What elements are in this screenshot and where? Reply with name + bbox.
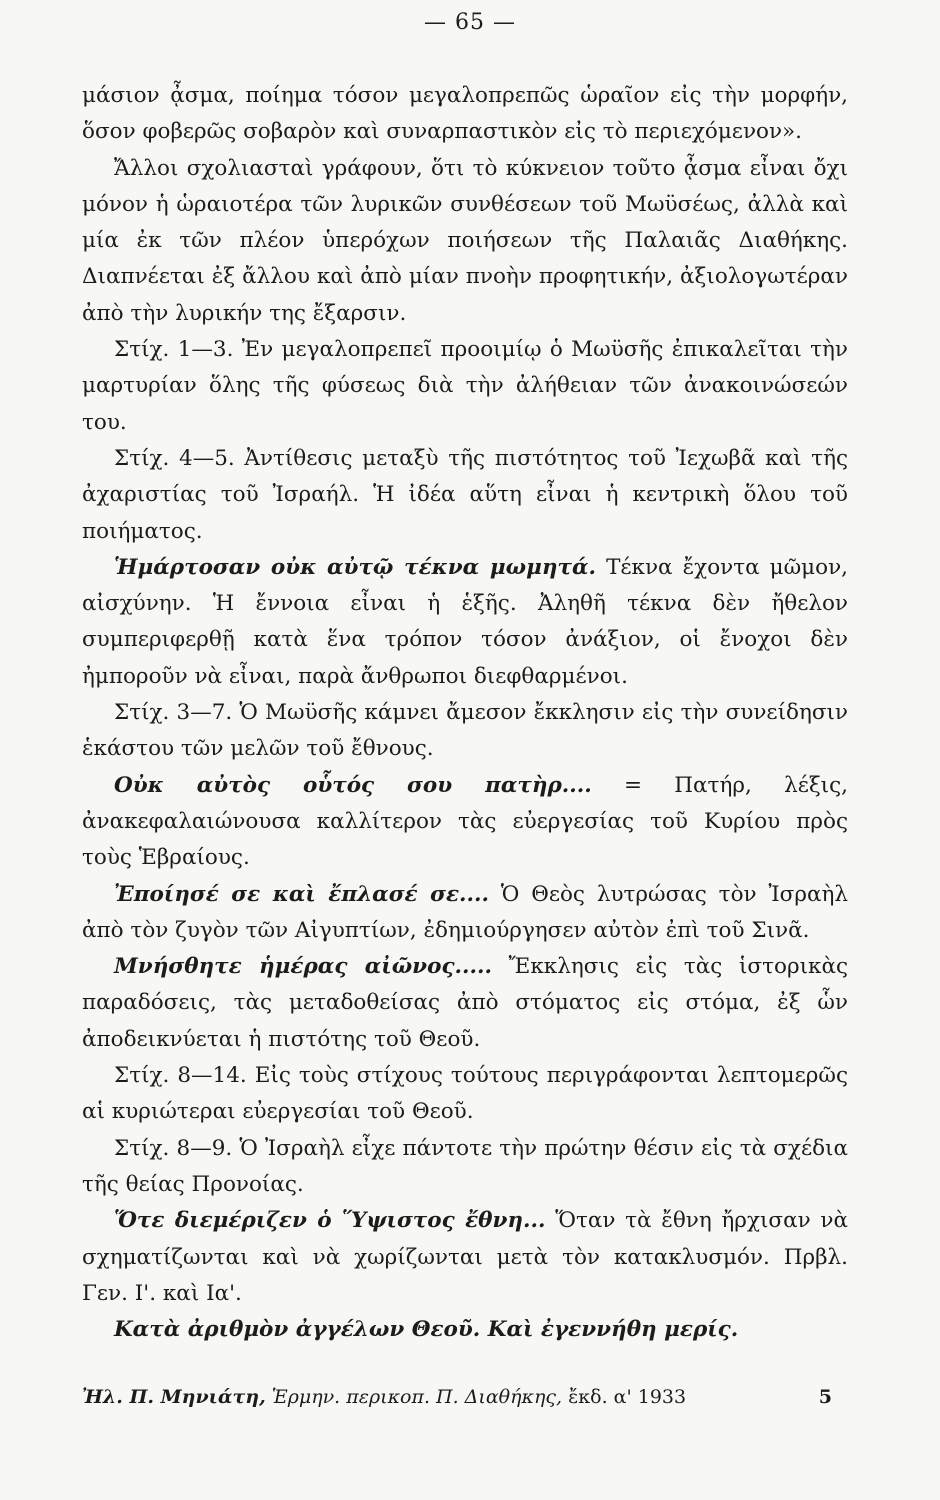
paragraph-lemma-imartosan [82, 550, 848, 695]
footer-author: Ἠλ. Π. Μηνιάτη, [82, 1386, 266, 1408]
lemma-heading: Μνήσθητε ἡμέρας αἰῶνος..... [114, 954, 492, 980]
paragraph-verses-8-14: Στίχ. 8—14. Εἰς τοὺς στίχους τούτους περιγράφονται λεπτομερῶς αἱ κυριώτεραι εὐεργεσίαι τοῦ Θεοῦ. [82, 1063, 848, 1125]
footer-title: Ἑρμην. περικοπ. Π. Διαθήκης, [271, 1386, 563, 1408]
lemma-heading: Ὅτε διεμέριζεν ὁ Ὕψιστος ἔθνη... [114, 1208, 546, 1234]
lemma-text: Ὅταν τὰ ἔθνη ἤρχισαν νὰ σχηματίζωνται καὶ νὰ χωρίζωνται μετὰ τὸν κατακλυσμόν. Πρβλ. Γεν. Ι'. καὶ Ια'. [82, 1208, 848, 1306]
footer-edition: ἔκδ. α' 1933 [568, 1386, 687, 1408]
footer-signature-line [82, 1383, 848, 1411]
paragraph-verses-3-7: Στίχ. 3—7. Ὁ Μωϋσῆς κάμνει ἄμεσον ἔκκλησιν εἰς τὴν συνείδησιν ἑκάστου τῶν μελῶν τοῦ ἔθνους. [82, 700, 848, 762]
lemma-text: Ἔκκλησις εἰς τὰς ἱστορικὰς παραδόσεις, τὰς μεταδοθείσας ἀπὸ στόματος εἰς στόμα, ἐξ ὧν ἀποδεικνύεται ἡ πιστότης τοῦ Θεοῦ. [82, 954, 849, 1052]
lemma-text: = Πατήρ, λέξις, ἀνακεφαλαιώνουσα καλλίτερον τὰς εὐεργεσίας τοῦ Κυρίου πρὸς τοὺς Ἑβραίους. [82, 772, 848, 871]
paragraph-lemma-mnisthite [82, 949, 848, 1058]
lemma-heading: Ἐποίησέ σε καὶ ἔπλασέ σε.... [114, 881, 490, 907]
paragraph-lemma-ote [82, 1203, 848, 1312]
paragraph-commentators: Ἄλλοι σχολιασταὶ γράφουν, ὅτι τὸ κύκνειον τοῦτο ᾆσμα εἶναι ὄχι μόνον ἡ ὡραιοτέρα τῶν λυρικῶν συνθέσεων τοῦ Μωϋσέως, ἀλλὰ καὶ μία ἐκ τῶν πλέον ὑπερόχων ποιήσεων τῆς Παλαιᾶς Διαθήκης. Διαπνέεται ἐξ ἄλλου καὶ ἀπὸ μίαν πνοὴν προφητικήν, ἀξιολογωτέραν ἀπὸ τὴν λυρικήν της ἔξαρσιν. [82, 155, 848, 326]
printer-signature-mark: 5 [818, 1386, 832, 1408]
lemma-text: Ὁ Θεὸς λυτρώσας τὸν Ἰσραὴλ ἀπὸ τὸν ζυγὸν τῶν Αἰγυπτίων, ἐδημιούργησεν αὐτὸν ἐπὶ τοῦ Σινᾶ. [82, 881, 848, 943]
paragraph-verses-4-5: Στίχ. 4—5. Ἀντίθεσις μεταξὺ τῆς πιστότητος τοῦ Ἰεχωβᾶ καὶ τῆς ἀχαριστίας τοῦ Ἰσραήλ. Ἡ ἰδέα αὕτη εἶναι ἡ κεντρικὴ ὅλου τοῦ ποιήματος. [82, 445, 848, 544]
paragraph-continuation: μάσιον ᾆσμα, ποίημα τόσον μεγαλοπρεπῶς ὡραῖον εἰς τὴν μορφήν, ὅσον φοβερῶς σοβαρὸν καὶ συναρπαστικὸν εἰς τὸ περιεχόμενον». [82, 83, 848, 145]
body-text [82, 78, 848, 1348]
paragraph-verses-1-3: Στίχ. 1—3. Ἐν μεγαλοπρεπεῖ προοιμίῳ ὁ Μωϋσῆς ἐπικαλεῖται τὴν μαρτυρίαν ὅλης τῆς φύσεως διὰ τὴν ἀλήθειαν τῶν ἀνακοινώσεών του. [82, 337, 848, 435]
lemma-heading: Οὐκ αὐτὸς οὗτός σου πατὴρ.... [114, 772, 592, 798]
lemma-heading: Ἡμάρτοσαν οὐκ αὐτῷ τέκνα μωμητά. [114, 554, 597, 580]
paragraph-lemma-epoiise [82, 877, 848, 950]
paragraph-verses-8-9: Στίχ. 8—9. Ὁ Ἰσραὴλ εἶχε πάντοτε τὴν πρώτην θέσιν εἰς τὰ σχέδια τῆς θείας Προνοίας. [82, 1135, 848, 1197]
lemma-text: Τέκνα ἔχοντα μῶμον, αἰσχύνην. Ἡ ἔννοια εἶναι ἡ ἑξῆς. Ἀληθῆ τέκνα δὲν ἤθελον συμπεριφερθῇ κατὰ ἕνα τρόπον τόσον ἀνάξιον, οἱ ἔνοχοι δὲν ἠμποροῦν νὰ εἶναι, παρὰ ἄνθρωποι διεφθαρμένοι. [82, 554, 848, 689]
closing-lemma-line: Κατὰ ἀριθμὸν ἀγγέλων Θεοῦ. Καὶ ἐγεννήθη μερίς. [114, 1317, 739, 1343]
paragraph-lemma-ouk-autos [82, 768, 848, 877]
page-number: — 65 — [424, 10, 516, 35]
